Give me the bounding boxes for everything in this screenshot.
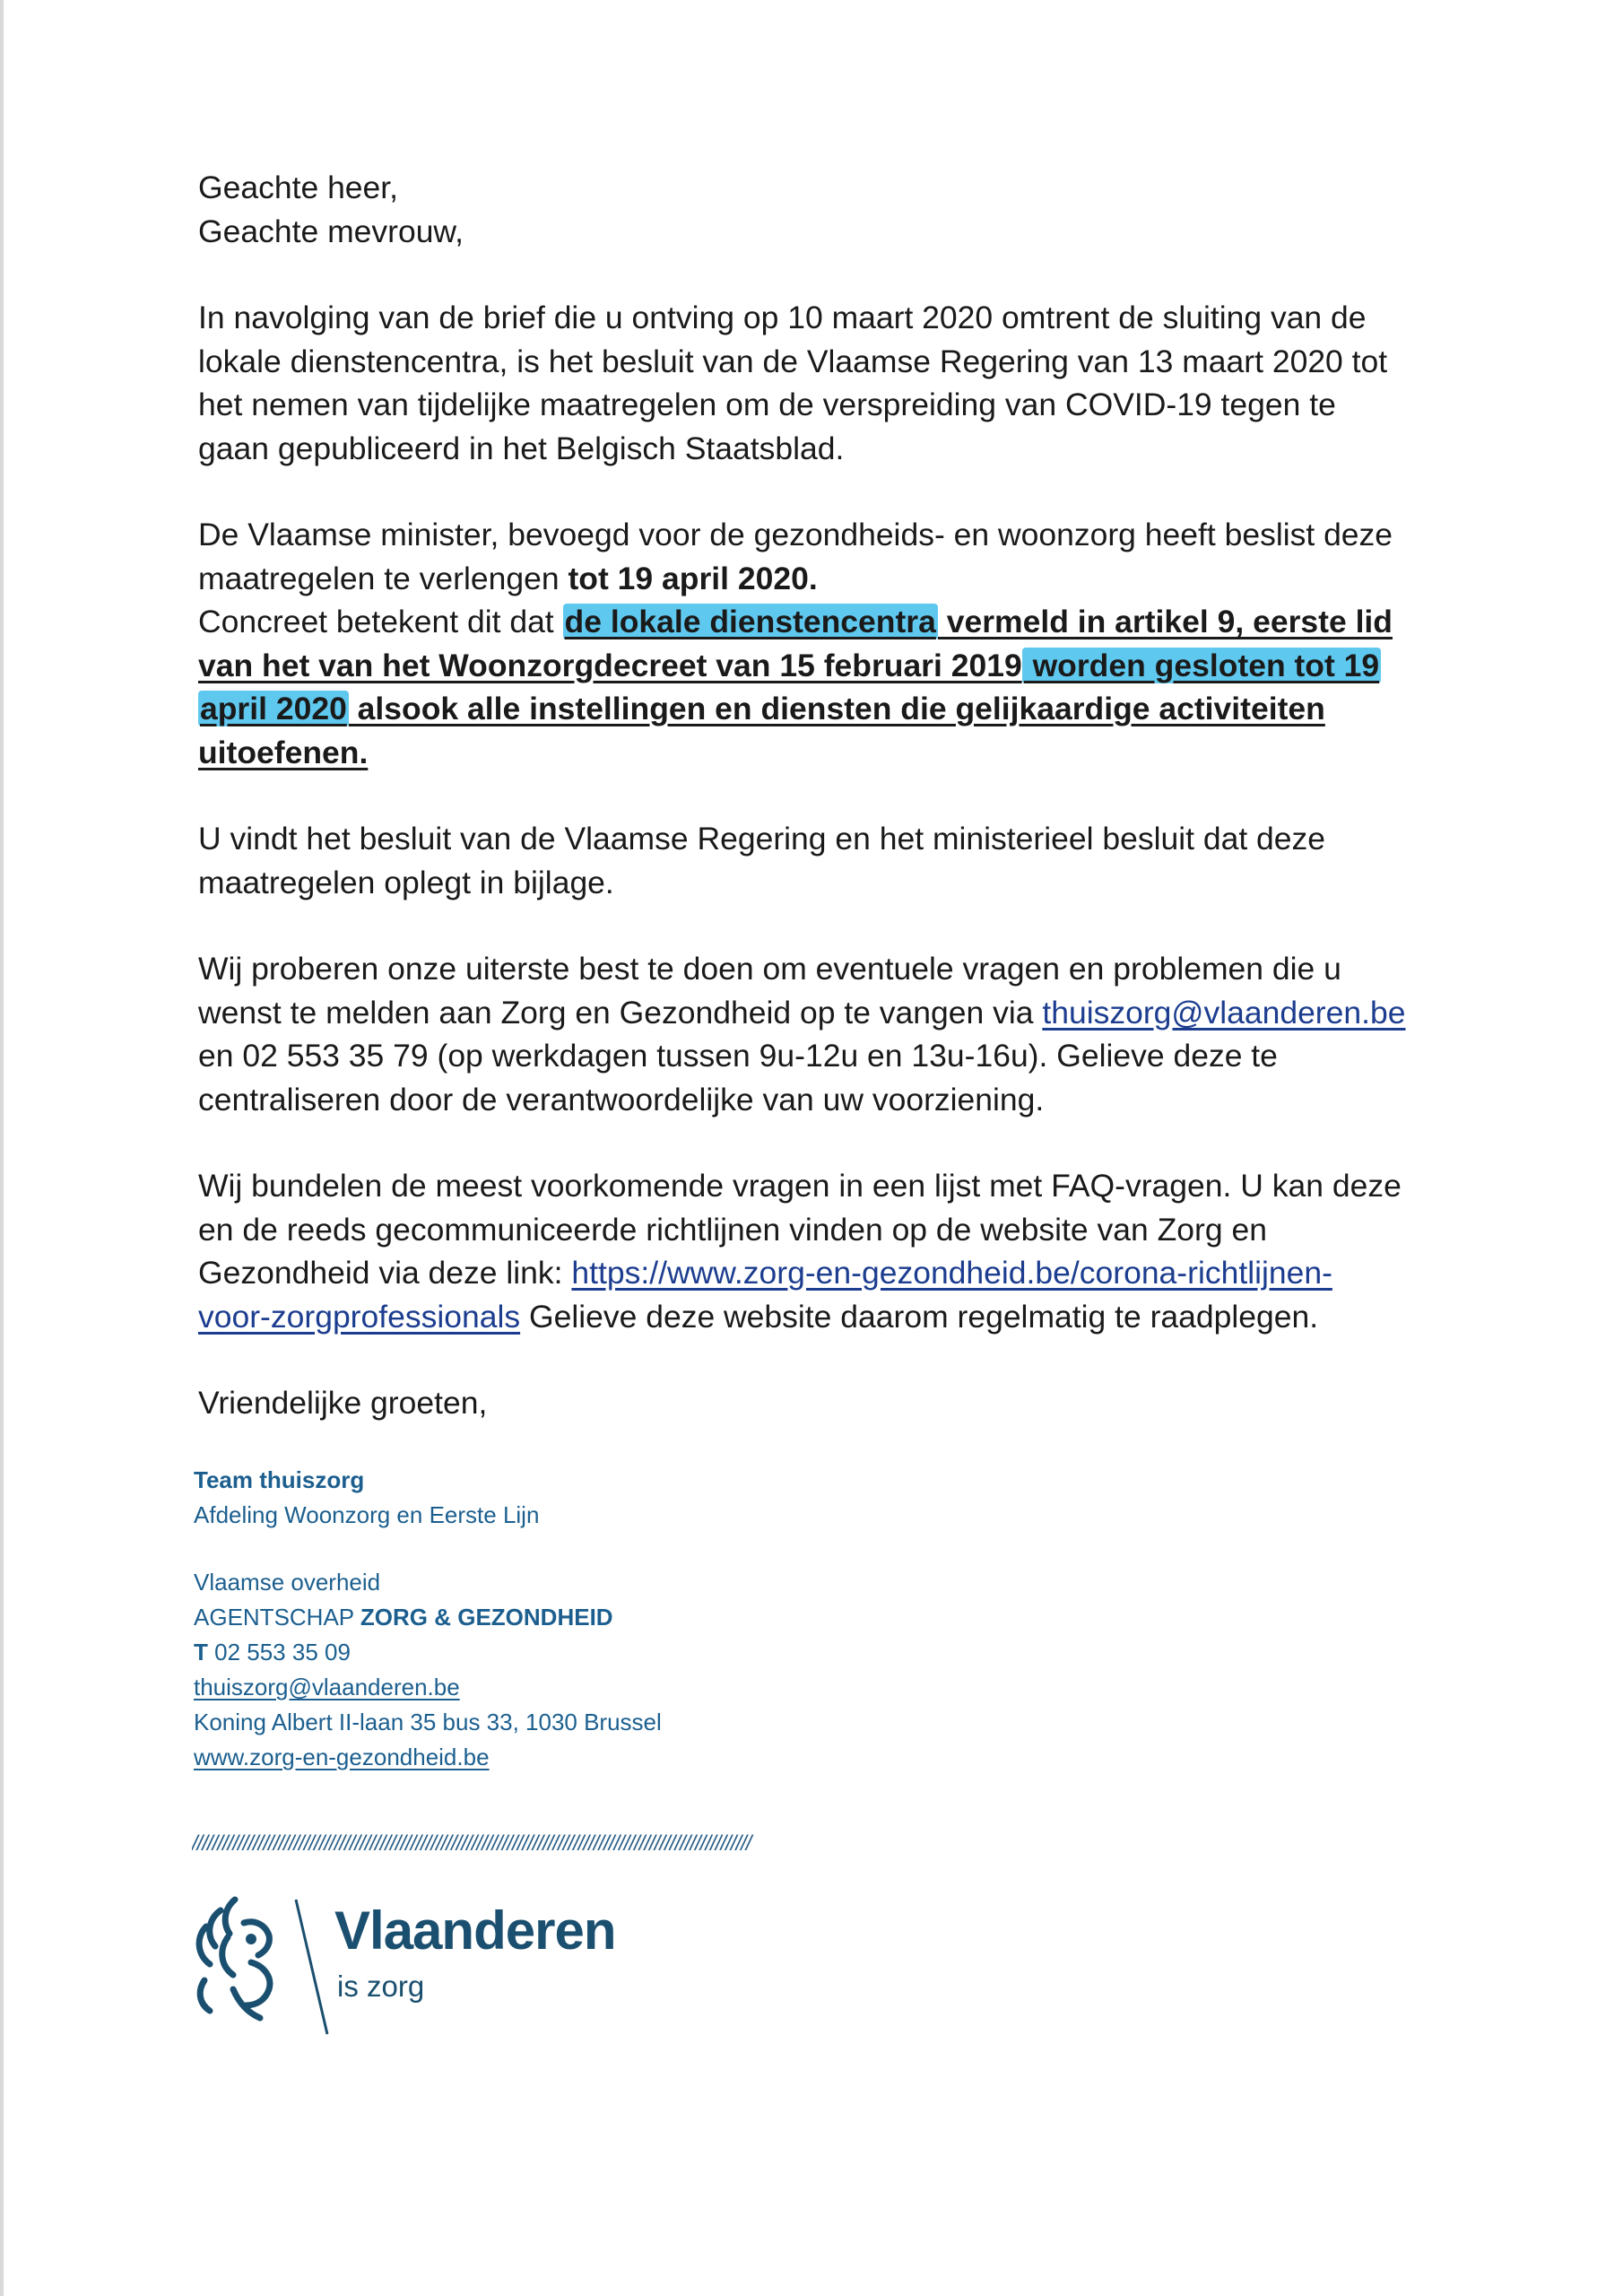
signature-department: Afdeling Woonzorg en Eerste Lijn (194, 1501, 540, 1528)
deadline-bold: tot 19 april 2020 (568, 560, 809, 596)
paragraph-line: en 02 553 35 79 (op werkdagen tussen 9u-12u en 13u-16u). Gelieve deze te (198, 1038, 1278, 1074)
paragraph-3 (198, 817, 1471, 904)
signature-email-link[interactable]: thuiszorg@vlaanderen.be (194, 1674, 460, 1700)
phone-number: 02 553 35 09 (207, 1639, 351, 1665)
signature-address: Koning Albert II-laan 35 bus 33, 1030 Brussel (194, 1709, 662, 1735)
paragraph-line (198, 557, 1471, 601)
footer-divider: ////////////////////////////////////////////////////////////////////////////////////////////////////////////// (192, 1831, 751, 1856)
highlight-dienstencentra: de lokale dienstencentra (564, 604, 936, 639)
paragraph-5 (198, 1164, 1471, 1338)
text-span: maatregelen te verlengen (198, 560, 568, 596)
signature-phone (194, 1635, 662, 1670)
paragraph-line: en de reeds gecommuniceerde richtlijnen vinden op de website van Zorg en (198, 1211, 1267, 1248)
paragraph-4 (198, 947, 1471, 1121)
paragraph-line (198, 687, 1471, 731)
paragraph-2 (198, 513, 1471, 774)
text-span: Gezondheid via deze link: (198, 1255, 572, 1291)
logo-wordmark: Vlaanderen (334, 1900, 616, 1961)
paragraph-line (198, 731, 1471, 775)
agency-prefix: AGENTSCHAP (194, 1604, 360, 1631)
paragraph-line: maatregelen oplegt in bijlage. (198, 864, 614, 900)
signature-agency (194, 1600, 662, 1635)
signature-block (194, 1463, 662, 1775)
paragraph-line: De Vlaamse minister, bevoegd voor de gezondheids- en woonzorg heeft beslist deze (198, 517, 1393, 552)
signature-team: Team thuiszorg (194, 1466, 365, 1493)
logo-tagline: is zorg (337, 1970, 425, 2003)
phone-label: T (194, 1639, 208, 1665)
paragraph-line (198, 1295, 1471, 1339)
scan-edge (0, 0, 4, 2296)
paragraph-1 (198, 296, 1471, 470)
paragraph-line (198, 1251, 1471, 1295)
paragraph-line: centraliseren door de verantwoordelijke van uw voorziening. (198, 1081, 1045, 1118)
underlined-text: vermeld in artikel 9, eerste lid (937, 604, 1393, 639)
text-span: . (808, 560, 818, 596)
paragraph-line (198, 644, 1471, 688)
paragraph-line: het nemen van tijdelijke maatregelen om de verspreiding van COVID-19 tegen te (198, 387, 1336, 422)
salutation-line-2: Geachte mevrouw, (198, 213, 464, 249)
paragraph-line: Wij bundelen de meest voorkomende vragen in een lijst met FAQ-vragen. U kan deze (198, 1168, 1402, 1204)
underlined-text: van het van het Woonzorgdecreet van 15 februari 2019 (198, 647, 1022, 683)
text-span: Concreet betekent dit dat (198, 604, 563, 639)
website-link[interactable]: https://www.zorg-en-gezondheid.be/corona-richtlijnen- (571, 1255, 1332, 1291)
letter-body (198, 166, 1471, 1425)
paragraph-line: U vindt het besluit van de Vlaamse Regering en het ministerieel besluit dat deze (198, 821, 1326, 857)
email-link[interactable]: thuiszorg@vlaanderen.be (1042, 994, 1406, 1031)
highlight-april-2020: april 2020 (200, 691, 347, 726)
agency-name: ZORG & GEZONDHEID (360, 1604, 613, 1631)
paragraph-line: lokale dienstencentra, is het besluit van de Vlaamse Regering van 13 maart 2020 tot (198, 343, 1388, 379)
website-link-continued[interactable]: voor-zorgprofessionals (198, 1298, 521, 1335)
signature-org: Vlaamse overheid (194, 1569, 381, 1596)
highlight-gesloten: worden gesloten tot 19 (1023, 647, 1380, 683)
paragraph-line: Wij proberen onze uiterste best te doen om eventuele vragen en problemen die u (198, 951, 1341, 987)
closing: Vriendelijke groeten, (198, 1385, 488, 1421)
underlined-text: uitoefenen. (198, 734, 369, 770)
paragraph-line: gaan gepubliceerd in het Belgisch Staatsblad. (198, 430, 845, 466)
text-span: Gelieve deze website daarom regelmatig te raadplegen. (520, 1298, 1319, 1335)
text-span: wenst te melden aan Zorg en Gezondheid op te vangen via (198, 994, 1043, 1031)
paragraph-line (198, 991, 1471, 1035)
paragraph-line (198, 600, 1471, 644)
signature-website-link[interactable]: www.zorg-en-gezondheid.be (194, 1744, 490, 1770)
underlined-text: alsook alle instellingen en diensten die gelijkaardige activiteiten (348, 691, 1325, 726)
salutation-line-1: Geachte heer, (198, 170, 399, 205)
paragraph-line: In navolging van de brief die u ontving op 10 maart 2020 omtrent de sluiting van de (198, 300, 1367, 335)
